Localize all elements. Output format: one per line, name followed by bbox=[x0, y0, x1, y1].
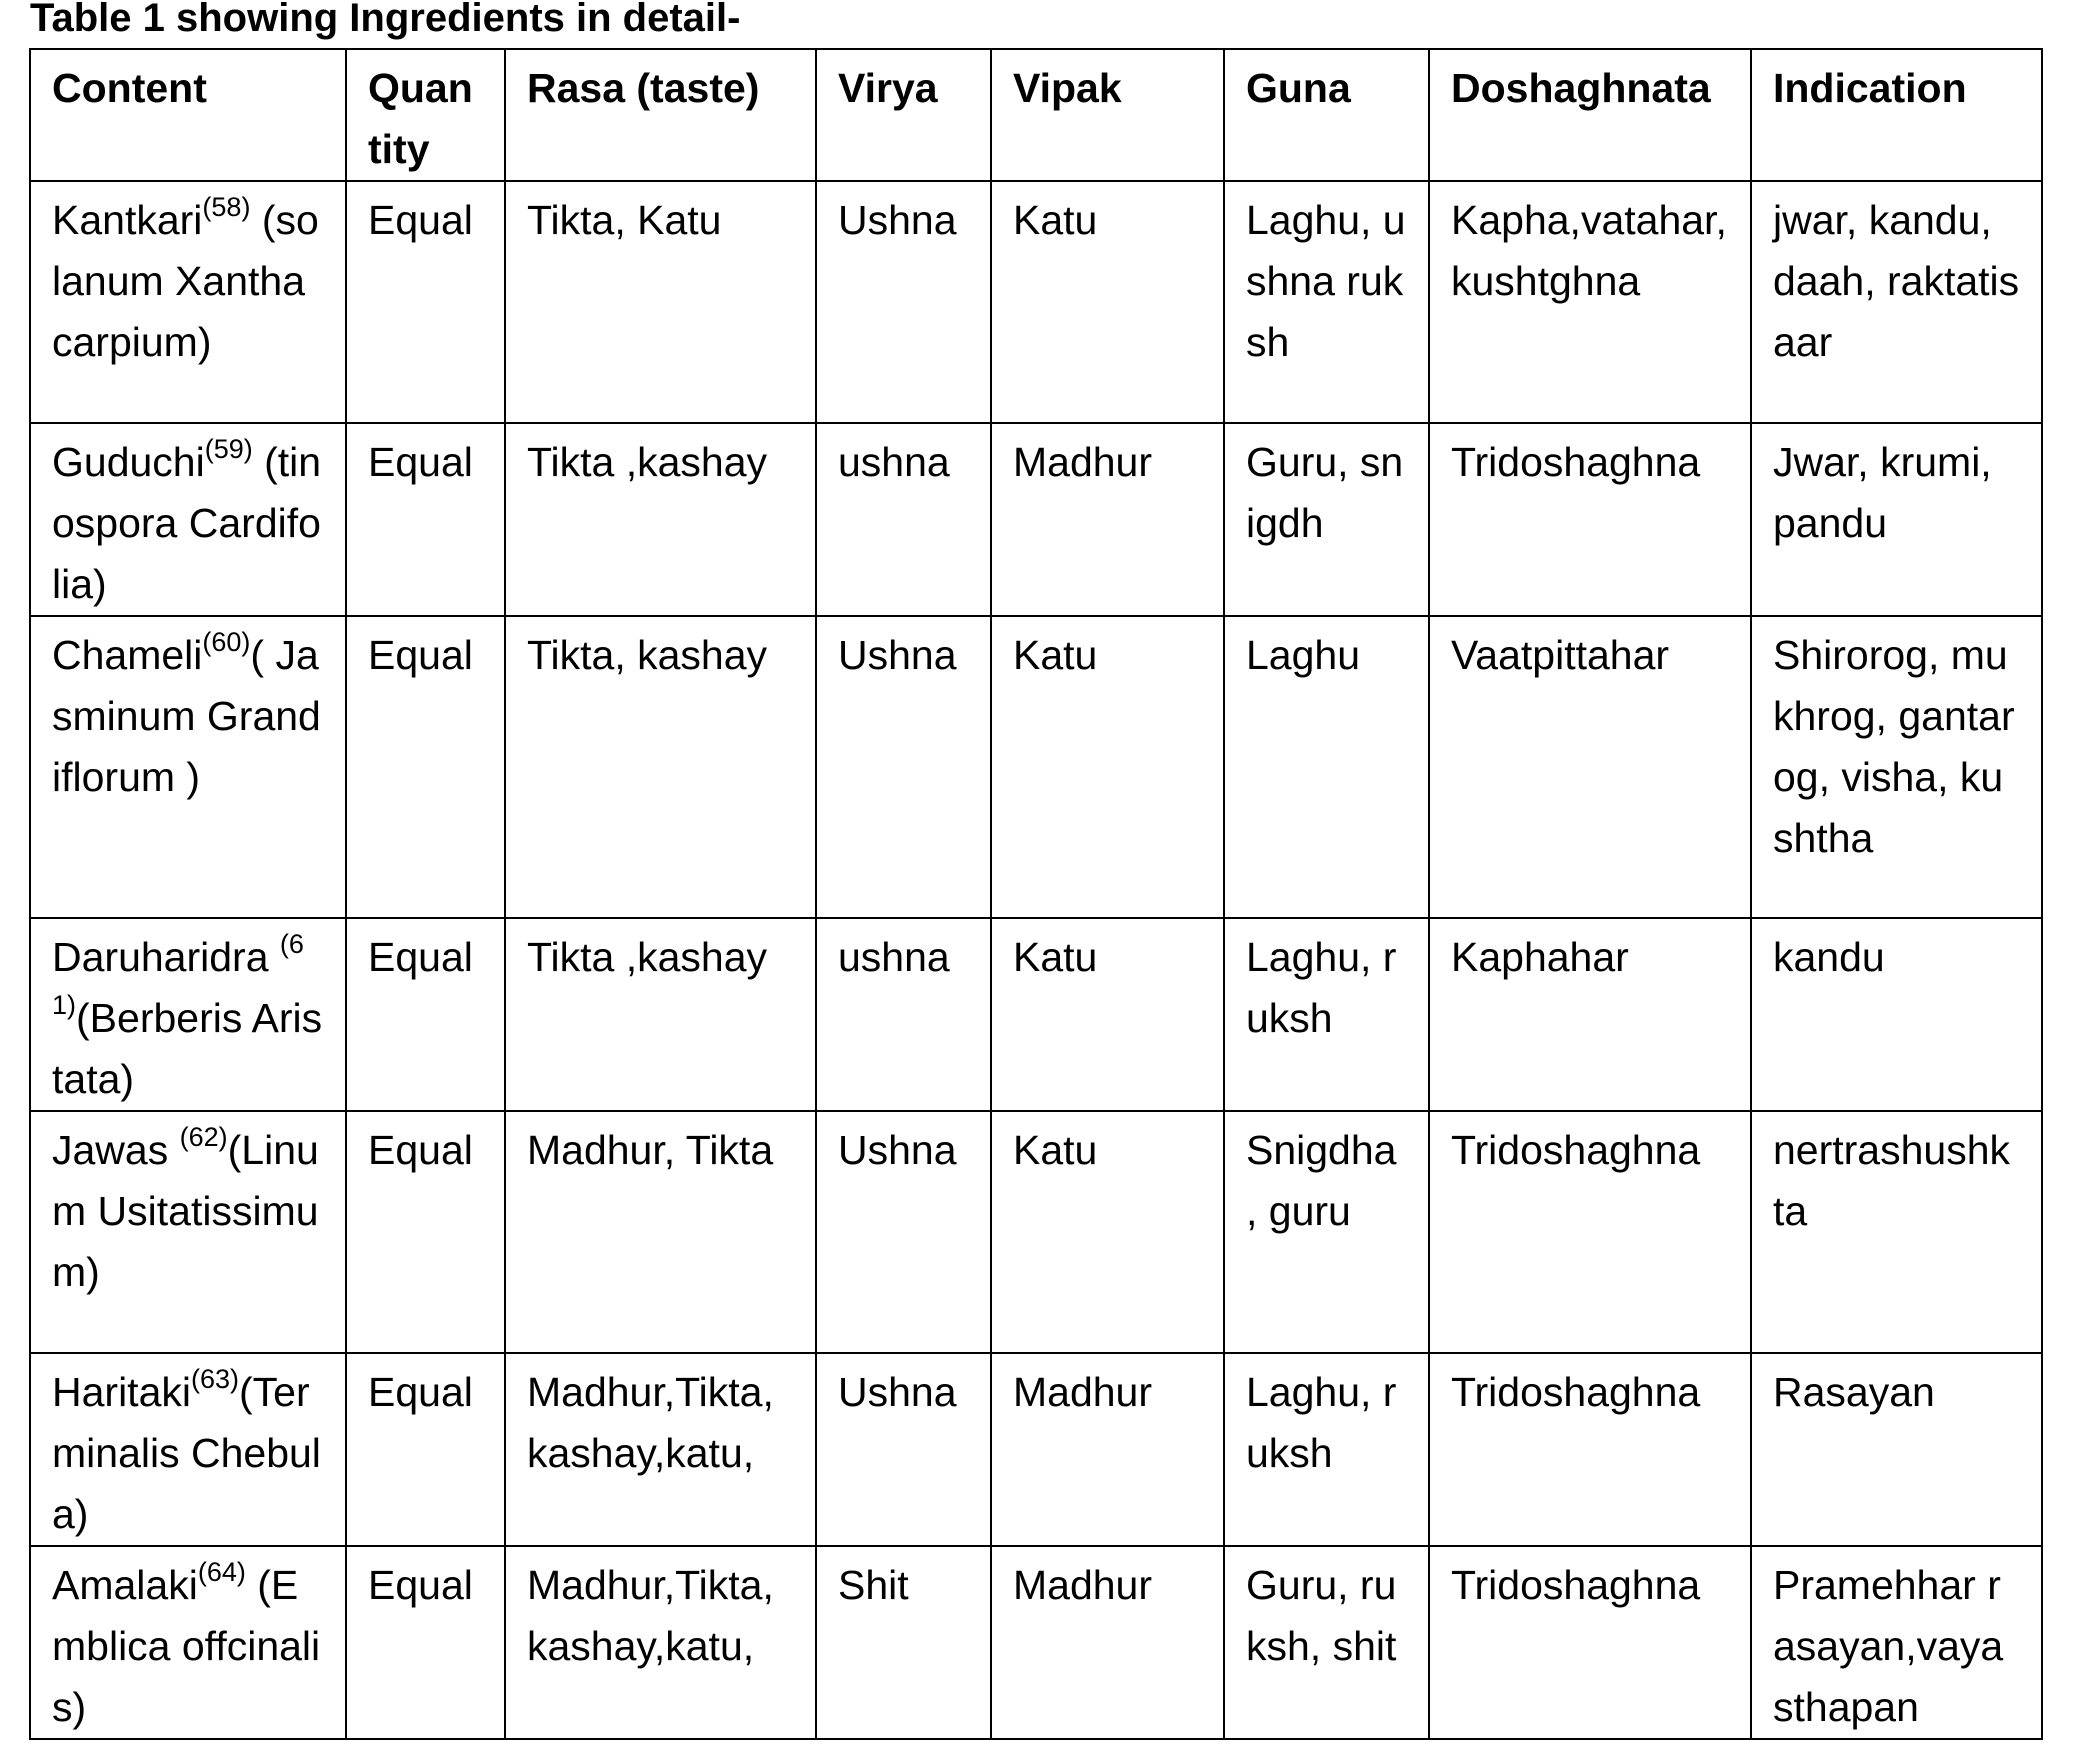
cell-virya: ushna bbox=[816, 423, 991, 616]
cell-quantity: Equal bbox=[346, 1353, 505, 1546]
reference-number: (58) bbox=[202, 192, 251, 222]
herb-latin-name: (Emblica offcinalis) bbox=[52, 1562, 321, 1730]
ingredients-table bbox=[29, 48, 2043, 1740]
herb-latin-name: (solanum Xanthacarpium) bbox=[52, 197, 319, 365]
cell-guna: Laghu, ruksh bbox=[1224, 918, 1429, 1111]
cell-content bbox=[30, 1546, 346, 1739]
cell-doshaghnata: Kapha,vatahar, kushtghna bbox=[1429, 181, 1751, 423]
header-quantity: Quantity bbox=[346, 49, 505, 181]
cell-quantity: Equal bbox=[346, 181, 505, 423]
cell-indication: Jwar, krumi, pandu bbox=[1751, 423, 2042, 616]
cell-content bbox=[30, 1111, 346, 1353]
cell-content bbox=[30, 1353, 346, 1546]
herb-latin-name: ( Jasminum Grandiflorum ) bbox=[52, 632, 321, 800]
cell-vipak: Katu bbox=[991, 918, 1224, 1111]
herb-name: Amalaki bbox=[52, 1562, 198, 1608]
cell-guna: Snigdha , guru bbox=[1224, 1111, 1429, 1353]
cell-doshaghnata: Tridoshaghna bbox=[1429, 423, 1751, 616]
cell-rasa: Madhur,Tikta,kashay,katu, bbox=[505, 1546, 816, 1739]
cell-vipak: Madhur bbox=[991, 1353, 1224, 1546]
cell-rasa: Tikta ,kashay bbox=[505, 918, 816, 1111]
cell-vipak: Katu bbox=[991, 616, 1224, 918]
cell-vipak: Katu bbox=[991, 1111, 1224, 1353]
header-row bbox=[30, 49, 2042, 181]
cell-indication: Rasayan bbox=[1751, 1353, 2042, 1546]
table-caption: Table 1 showing Ingredients in detail- bbox=[30, 0, 741, 40]
cell-virya: ushna bbox=[816, 918, 991, 1111]
cell-vipak: Madhur bbox=[991, 1546, 1224, 1739]
cell-virya: Ushna bbox=[816, 1353, 991, 1546]
herb-name: Daruharidra bbox=[52, 934, 280, 980]
header-virya: Virya bbox=[816, 49, 991, 181]
cell-virya: Shit bbox=[816, 1546, 991, 1739]
table-row bbox=[30, 1353, 2042, 1546]
herb-name: Guduchi bbox=[52, 439, 205, 485]
herb-latin-name: (tinospora Cardifolia) bbox=[52, 439, 322, 607]
cell-indication: Shirorog, mukhrog, gantarog, visha, kushtha bbox=[1751, 616, 2042, 918]
cell-quantity: Equal bbox=[346, 1546, 505, 1739]
herb-name: Haritaki bbox=[52, 1369, 191, 1415]
reference-number: (64) bbox=[197, 1557, 246, 1587]
header-vipak: Vipak bbox=[991, 49, 1224, 181]
cell-guna: Guru, ruksh, shit bbox=[1224, 1546, 1429, 1739]
reference-number: (63) bbox=[190, 1364, 239, 1394]
table-row bbox=[30, 1111, 2042, 1353]
cell-vipak: Madhur bbox=[991, 423, 1224, 616]
cell-doshaghnata: Kaphahar bbox=[1429, 918, 1751, 1111]
header-indication: Indication bbox=[1751, 49, 2042, 181]
cell-quantity: Equal bbox=[346, 1111, 505, 1353]
table-row bbox=[30, 1546, 2042, 1739]
table-row bbox=[30, 616, 2042, 918]
table-row bbox=[30, 423, 2042, 616]
herb-name: Jawas bbox=[52, 1127, 180, 1173]
cell-content bbox=[30, 423, 346, 616]
header-doshaghnata: Doshaghnata bbox=[1429, 49, 1751, 181]
cell-guna: Laghu, ruksh bbox=[1224, 1353, 1429, 1546]
cell-rasa: Tikta, Katu bbox=[505, 181, 816, 423]
table-row bbox=[30, 918, 2042, 1111]
cell-rasa: Madhur,Tikta,kashay,katu, bbox=[505, 1353, 816, 1546]
cell-guna: Laghu bbox=[1224, 616, 1429, 918]
cell-virya: Ushna bbox=[816, 1111, 991, 1353]
cell-quantity: Equal bbox=[346, 918, 505, 1111]
cell-doshaghnata: Tridoshaghna bbox=[1429, 1111, 1751, 1353]
reference-number: (61) bbox=[52, 929, 304, 1020]
header-content: Content bbox=[30, 49, 346, 181]
cell-indication: kandu bbox=[1751, 918, 2042, 1111]
reference-number: (60) bbox=[202, 627, 251, 657]
header-rasa: Rasa (taste) bbox=[505, 49, 816, 181]
cell-indication: Pramehhar rasayan,vayasthapan bbox=[1751, 1546, 2042, 1739]
herb-latin-name: (Berberis Aristata) bbox=[52, 995, 323, 1102]
cell-content bbox=[30, 918, 346, 1111]
herb-latin-name: (Linum Usitatissimum) bbox=[52, 1127, 319, 1295]
cell-vipak: Katu bbox=[991, 181, 1224, 423]
table-row bbox=[30, 181, 2042, 423]
cell-rasa: Madhur, Tikta bbox=[505, 1111, 816, 1353]
herb-latin-name: (Terminalis Chebula) bbox=[52, 1369, 321, 1537]
reference-number: (62) bbox=[179, 1122, 228, 1152]
herb-name: Kantkari bbox=[52, 197, 203, 243]
cell-quantity: Equal bbox=[346, 616, 505, 918]
cell-rasa: Tikta ,kashay bbox=[505, 423, 816, 616]
reference-number: (59) bbox=[204, 434, 253, 464]
cell-doshaghnata: Vaatpittahar bbox=[1429, 616, 1751, 918]
cell-doshaghnata: Tridoshaghna bbox=[1429, 1353, 1751, 1546]
cell-guna: Guru, snigdh bbox=[1224, 423, 1429, 616]
cell-guna: Laghu, ushna ruksh bbox=[1224, 181, 1429, 423]
header-guna: Guna bbox=[1224, 49, 1429, 181]
cell-quantity: Equal bbox=[346, 423, 505, 616]
cell-indication: jwar, kandu, daah, raktatisaar bbox=[1751, 181, 2042, 423]
cell-doshaghnata: Tridoshaghna bbox=[1429, 1546, 1751, 1739]
herb-name: Chameli bbox=[52, 632, 203, 678]
cell-virya: Ushna bbox=[816, 616, 991, 918]
cell-virya: Ushna bbox=[816, 181, 991, 423]
cell-rasa: Tikta, kashay bbox=[505, 616, 816, 918]
cell-content bbox=[30, 181, 346, 423]
cell-content bbox=[30, 616, 346, 918]
cell-indication: nertrashushkta bbox=[1751, 1111, 2042, 1353]
